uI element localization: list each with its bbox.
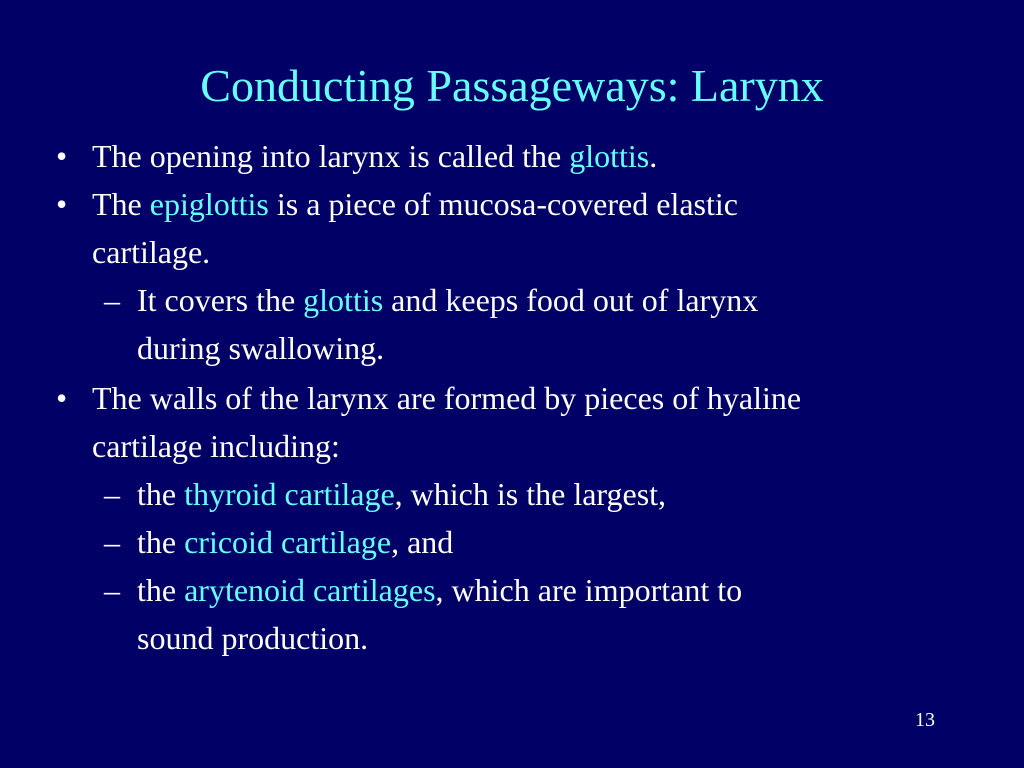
dash-marker: – bbox=[104, 282, 120, 318]
sub-bullet-2-1-text-line2: during swallowing. bbox=[137, 330, 385, 366]
sub-bullet-2-1-text bbox=[137, 280, 758, 320]
text-segment: The opening into larynx is called the bbox=[92, 138, 570, 174]
text-segment: the bbox=[137, 572, 185, 608]
text-segment: It covers the bbox=[137, 282, 304, 318]
sub-bullet-3-1-text bbox=[137, 474, 666, 514]
bullet-2-text bbox=[92, 184, 738, 224]
term-glottis: glottis bbox=[569, 138, 650, 174]
text-segment: . bbox=[649, 138, 658, 174]
text-segment: the bbox=[137, 524, 185, 560]
dash-marker: – bbox=[104, 476, 120, 512]
text-segment: , and bbox=[391, 524, 454, 560]
term-arytenoid-cartilages: arytenoid cartilages bbox=[184, 572, 436, 608]
term-thyroid-cartilage: thyroid cartilage bbox=[184, 476, 395, 512]
term-epiglottis: epiglottis bbox=[149, 186, 269, 222]
bullet-marker: • bbox=[56, 380, 68, 416]
dash-marker: – bbox=[104, 572, 120, 608]
dash-marker: – bbox=[104, 524, 120, 560]
text-segment: , which are important to bbox=[435, 572, 743, 608]
bullet-2-text-line2: cartilage. bbox=[92, 234, 211, 270]
text-segment: , which is the largest, bbox=[394, 476, 667, 512]
text-segment: and keeps food out of larynx bbox=[383, 282, 759, 318]
sub-bullet-3-3-text bbox=[137, 570, 742, 610]
page-number: 13 bbox=[915, 709, 935, 731]
text-segment: The bbox=[92, 186, 150, 222]
text-segment: the bbox=[137, 476, 185, 512]
term-cricoid-cartilage: cricoid cartilage bbox=[184, 524, 392, 560]
text-segment: is a piece of mucosa-covered elastic bbox=[268, 186, 738, 222]
bullet-3-text: The walls of the larynx are formed by pieces of hyaline bbox=[92, 380, 802, 416]
bullet-1-text bbox=[92, 136, 657, 176]
slide-title: Conducting Passageways: Larynx bbox=[200, 60, 824, 111]
term-glottis: glottis bbox=[303, 282, 384, 318]
bullet-marker: • bbox=[56, 186, 68, 222]
bullet-marker: • bbox=[56, 138, 68, 174]
sub-bullet-3-2-text bbox=[137, 522, 453, 562]
sub-bullet-3-3-text-line2: sound production. bbox=[137, 620, 369, 656]
bullet-3-text-line2: cartilage including: bbox=[92, 428, 340, 464]
